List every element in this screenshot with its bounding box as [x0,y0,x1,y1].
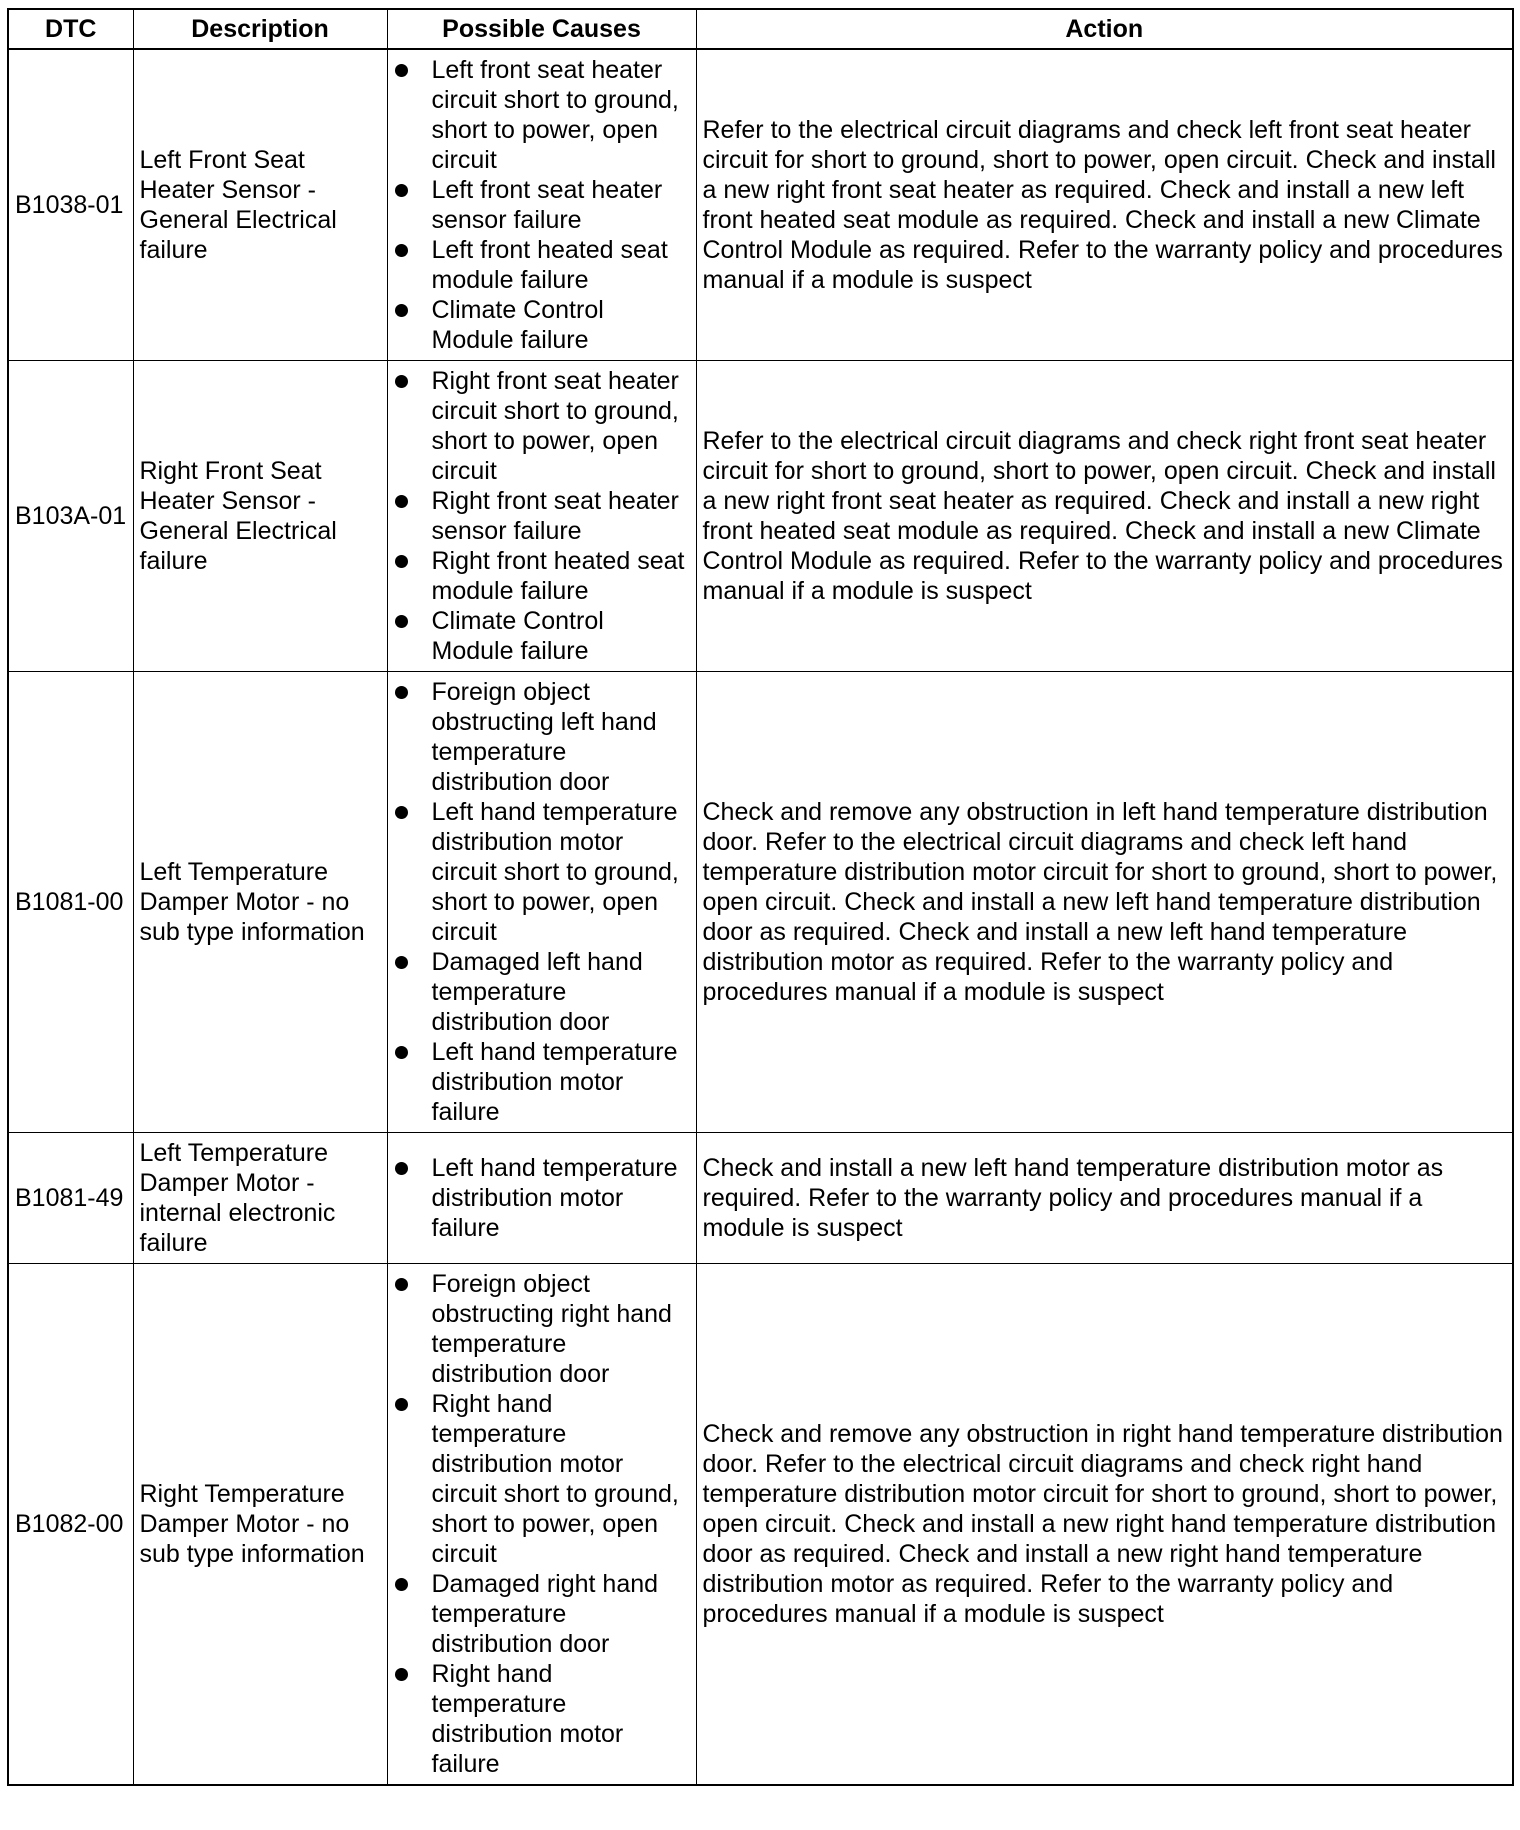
dtc-code: B1082-00 [8,1264,133,1786]
cause-text: Climate Control Module failure [431,296,604,354]
cause-text: Right front heated seat module failure [431,547,685,605]
bullet-icon [395,1162,408,1175]
cause-text: Left hand temperature distribution motor circuit short to ground, short to power, open circuit [431,798,679,946]
dtc-code: B1081-49 [8,1133,133,1264]
cause-text: Damaged right hand temperature distribution door [431,1570,659,1658]
possible-causes [387,361,696,672]
dtc-description: Left Front Seat Heater Sensor - General Electrical failure [133,49,387,361]
dtc-code: B1081-00 [8,672,133,1133]
cause-item [394,366,690,486]
cause-text: Right front seat heater sensor failure [431,487,679,545]
cause-text: Foreign object obstructing left hand temperature distribution door [431,678,657,796]
cause-item [394,1389,690,1569]
bullet-icon [395,184,408,197]
bullet-icon [395,375,408,388]
bullet-icon [395,244,408,257]
bullet-icon [395,806,408,819]
action-text: Check and remove any obstruction in right hand temperature distribution door. Refer to the electrical circuit diagrams and check right hand temperature distribution motor circuit for short to ground, short to power, open circuit. Check and install a new right hand temperature distribution door as required. Check and install a new right hand temperature distribution motor as required. Refer to the warranty policy and procedures manual if a module is suspect [696,1264,1513,1786]
dtc-description: Right Temperature Damper Motor - no sub type information [133,1264,387,1786]
cause-text: Damaged left hand temperature distribution door [431,948,643,1036]
possible-causes [387,1133,696,1264]
bullet-icon [395,64,408,77]
cause-item [394,1153,690,1243]
table-row [8,672,1513,1133]
cause-item [394,1569,690,1659]
cause-text: Climate Control Module failure [431,607,604,665]
cause-text: Right front seat heater circuit short to ground, short to power, open circuit [431,367,679,485]
cause-item [394,546,690,606]
cause-item [394,175,690,235]
bullet-icon [395,956,408,969]
causes-list [394,1153,690,1243]
cause-item [394,55,690,175]
cause-text: Left front seat heater circuit short to ground, short to power, open circuit [431,56,679,174]
cause-text: Right hand temperature distribution motor circuit short to ground, short to power, open circuit [431,1390,679,1568]
cause-text: Left hand temperature distribution motor failure [431,1154,678,1242]
bullet-icon [395,615,408,628]
action-text: Check and install a new left hand temperature distribution motor as required. Refer to the warranty policy and procedures manual if a module is suspect [696,1133,1513,1264]
possible-causes [387,672,696,1133]
cause-text: Left hand temperature distribution motor failure [431,1038,678,1126]
cause-text: Left front seat heater sensor failure [431,176,663,234]
cause-item [394,486,690,546]
dtc-description: Left Temperature Damper Motor - no sub type information [133,672,387,1133]
cause-item [394,947,690,1037]
bullet-icon [395,495,408,508]
possible-causes [387,49,696,361]
bullet-icon [395,1668,408,1681]
header-action: Action [696,9,1513,49]
possible-causes [387,1264,696,1786]
bullet-icon [395,1578,408,1591]
cause-item [394,235,690,295]
cause-item [394,1659,690,1779]
header-dtc: DTC [8,9,133,49]
dtc-description: Right Front Seat Heater Sensor - General Electrical failure [133,361,387,672]
header-possible-causes: Possible Causes [387,9,696,49]
bullet-icon [395,1278,408,1291]
cause-item [394,1037,690,1127]
dtc-table [7,8,1514,1786]
cause-item [394,677,690,797]
causes-list [394,677,690,1127]
causes-list [394,1269,690,1779]
bullet-icon [395,1398,408,1411]
cause-item [394,606,690,666]
table-row [8,49,1513,361]
cause-item [394,295,690,355]
bullet-icon [395,304,408,317]
action-text: Refer to the electrical circuit diagrams and check left front seat heater circuit for short to ground, short to power, open circuit. Check and install a new right front seat heater as required. Check and install a new left front heated seat module as required. Check and install a new Climate Control Module as required. Refer to the warranty policy and procedures manual if a module is suspect [696,49,1513,361]
dtc-description: Left Temperature Damper Motor - internal electronic failure [133,1133,387,1264]
cause-item [394,1269,690,1389]
cause-item [394,797,690,947]
dtc-code: B103A-01 [8,361,133,672]
action-text: Check and remove any obstruction in left hand temperature distribution door. Refer to the electrical circuit diagrams and check left hand temperature distribution motor circuit for short to ground, short to power, open circuit. Check and install a new left hand temperature distribution door as required. Check and install a new left hand temperature distribution motor as required. Refer to the warranty policy and procedures manual if a module is suspect [696,672,1513,1133]
header-description: Description [133,9,387,49]
table-body [8,49,1513,1785]
cause-text: Right hand temperature distribution motor failure [431,1660,624,1778]
table-header-row [8,9,1513,49]
table-row [8,361,1513,672]
action-text: Refer to the electrical circuit diagrams and check right front seat heater circuit for short to ground, short to power, open circuit. Check and install a new right front seat heater as required. Check and install a new right front heated seat module as required. Check and install a new Climate Control Module as required. Refer to the warranty policy and procedures manual if a module is suspect [696,361,1513,672]
table-row [8,1133,1513,1264]
dtc-code: B1038-01 [8,49,133,361]
causes-list [394,55,690,355]
table-row [8,1264,1513,1786]
bullet-icon [395,555,408,568]
bullet-icon [395,686,408,699]
bullet-icon [395,1046,408,1059]
causes-list [394,366,690,666]
cause-text: Left front heated seat module failure [431,236,668,294]
cause-text: Foreign object obstructing right hand temperature distribution door [431,1270,672,1388]
